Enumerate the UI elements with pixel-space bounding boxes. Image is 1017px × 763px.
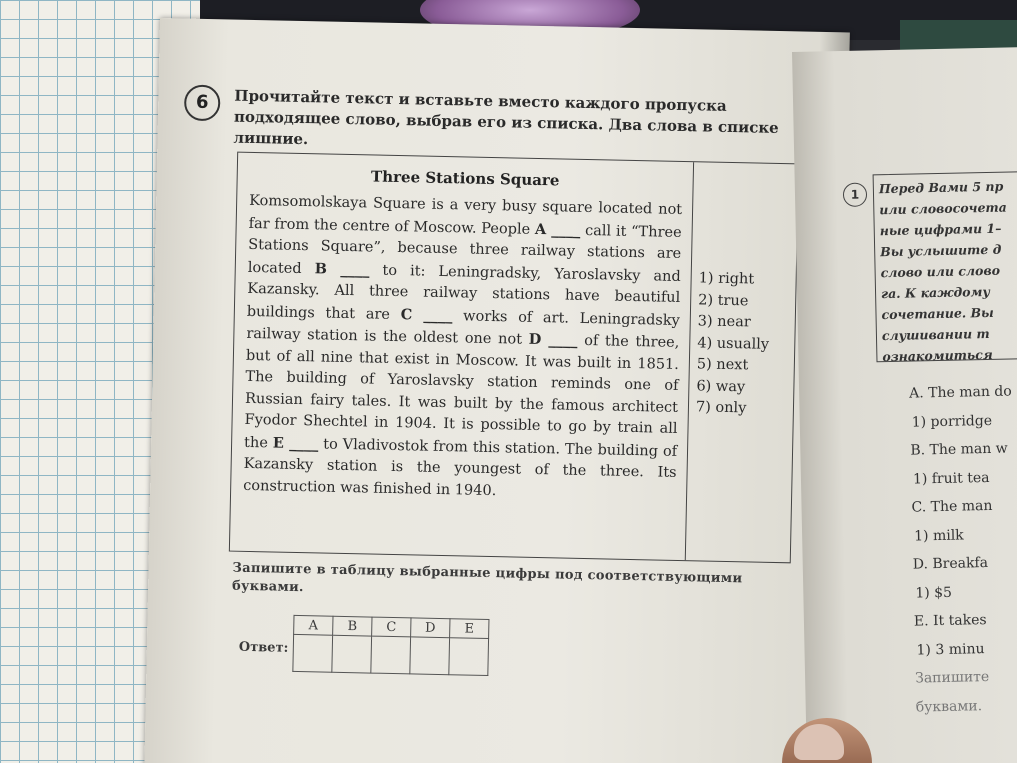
- answer-header-b: B: [333, 616, 372, 636]
- task-instruction: Прочитайте текст и вставьте вместо каждого пропуска подходящее слово, выбрав его из списка. Два слова в списке лишние.: [233, 86, 779, 149]
- text-body: [243, 191, 682, 506]
- text-part: to it: Leningradsky, Yaroslavsky and Kazansky. All three railway stations have beautiful buildings that are: [246, 261, 681, 323]
- text-part: to Vladivostok from this station. The building of Kazansky station is the youngest of the three. Its construction was finished in 1940.: [243, 435, 678, 499]
- blank-c: C ____: [400, 305, 453, 324]
- answer-label: Ответ:: [238, 639, 289, 656]
- right-item: B. The man w: [910, 440, 1008, 459]
- text-part: call it “Three Stations Square”, because three railway stations are located: [247, 222, 682, 277]
- right-item: 1) fruit tea: [912, 469, 990, 488]
- blank-a: A ____: [534, 220, 581, 239]
- right-items-list: [909, 377, 1017, 721]
- text-part: works of art. Leningradsky railway station is the oldest one not: [246, 307, 680, 348]
- right-item: буквами.: [915, 697, 983, 716]
- answer-header-d: D: [411, 618, 450, 638]
- option-item: 2) true: [698, 291, 749, 309]
- right-item: 1) $5: [915, 584, 953, 602]
- option-item: 4) usually: [697, 334, 770, 353]
- right-item: C. The man: [911, 497, 993, 516]
- answer-header-e: E: [450, 619, 489, 639]
- exercise-box: [229, 152, 799, 564]
- text-part: Komsomolskaya Square is a very busy square located not far from the centre of Moscow. People: [248, 192, 683, 238]
- right-instruction-line: слово или слово: [880, 262, 1001, 281]
- right-item: Запишите: [914, 669, 990, 687]
- right-instruction-line: ознакомиться: [882, 346, 993, 365]
- answer-cell-b[interactable]: [332, 635, 372, 673]
- right-instruction-text: [879, 176, 1010, 368]
- answer-header-c: C: [372, 617, 411, 637]
- answer-header-a: A: [294, 615, 333, 635]
- blank-b: B ____: [314, 259, 370, 278]
- right-book-page: [792, 46, 1017, 763]
- text-title: Three Stations Square: [370, 167, 560, 190]
- blank-e: E ____: [272, 433, 319, 452]
- left-book-page: [144, 18, 850, 763]
- option-item: 6) way: [696, 377, 746, 395]
- right-item: 1) 3 minu: [916, 640, 985, 659]
- right-instruction-line: сочетание. Вы: [881, 304, 994, 323]
- option-item: 5) next: [696, 356, 749, 374]
- right-item: A. The man do: [909, 383, 1012, 402]
- answer-table: [292, 615, 489, 676]
- answer-cell-c[interactable]: [371, 636, 411, 674]
- right-task-number: 1: [843, 182, 867, 206]
- task-number: 6: [184, 85, 221, 122]
- answer-cell-d[interactable]: [410, 637, 450, 675]
- right-item: D. Breakfa: [912, 555, 989, 573]
- right-item: 1) porridge: [911, 412, 993, 431]
- answer-cell-a[interactable]: [293, 634, 333, 672]
- answer-cell-e[interactable]: [449, 638, 489, 676]
- right-instruction-line: га. К каждому: [880, 283, 991, 302]
- option-item: 3) near: [697, 313, 751, 331]
- right-instruction-line: слушивании т: [881, 325, 990, 344]
- answer-instruction: Запишите в таблицу выбранные цифры под соответствующими буквами.: [231, 560, 743, 596]
- right-instruction-line: ные цифрами 1–: [879, 220, 1002, 239]
- right-instruction-line: или словосочета: [879, 199, 1007, 218]
- right-item: E. It takes: [913, 612, 987, 630]
- option-item: 1) right: [698, 270, 755, 288]
- option-item: 7) only: [695, 399, 747, 417]
- text-part: of the three, but of all nine that exist in Moscow. It was built in 1851. The building of Yaroslavsky station reminds one of Russian fairy tales. It was built by the famous architect Fyodor Shechtel in 1904. It is possible to go by train all the: [243, 332, 680, 451]
- right-instruction-line: Перед Вами 5 пр: [878, 178, 1004, 197]
- right-instruction-line: Вы услышите д: [880, 241, 1002, 260]
- text-column: [230, 153, 694, 560]
- right-item: 1) milk: [913, 527, 964, 545]
- blank-d: D ____: [528, 330, 578, 349]
- options-list: [696, 268, 771, 420]
